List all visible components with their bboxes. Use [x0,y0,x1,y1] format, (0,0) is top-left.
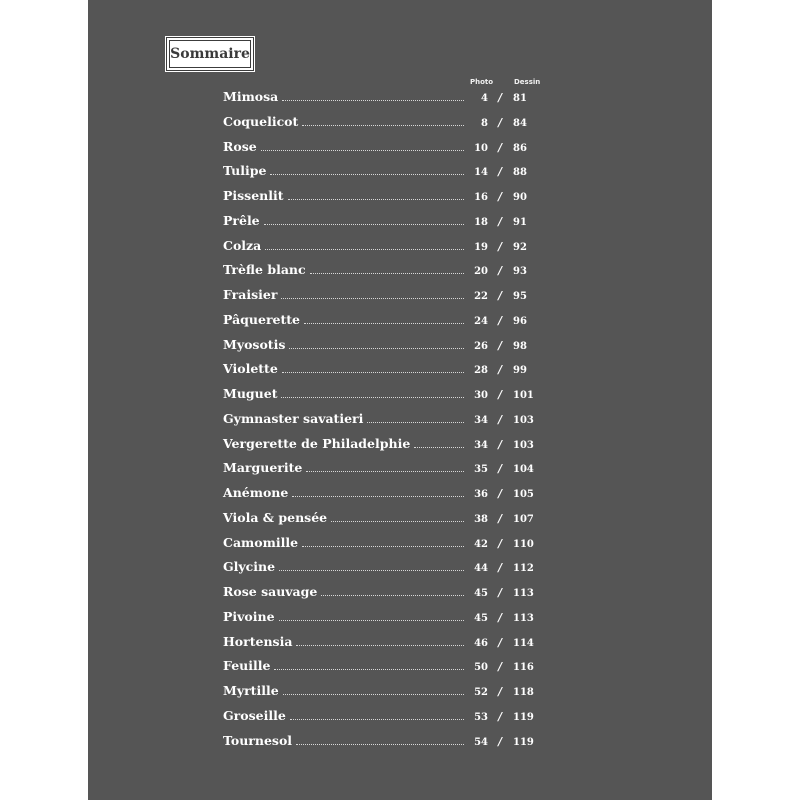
title-frame [166,37,254,71]
dot-leader [270,174,464,175]
toc-entry-photo-page: 53 [474,711,488,723]
toc-entry-photo-page: 20 [474,266,488,278]
toc-entry-name: Myrtille [223,683,279,698]
toc-entry-name: Pivoine [223,608,275,624]
toc-entry-dessin-page: 93 [513,266,527,278]
page-separator: / [497,313,503,327]
toc-entry-dessin-page: 113 [513,588,534,599]
toc-entry-photo-page: 46 [474,637,488,649]
page-separator: / [497,140,503,154]
toc-entry-dessin-page: 90 [513,192,527,203]
toc-entry-name: Anémone [223,485,289,500]
toc-entry [223,658,541,683]
page-separator: / [497,536,503,550]
toc-entry-dessin-page: 91 [513,216,527,228]
toc-entry [223,188,541,213]
page-separator: / [497,165,503,179]
page-separator: / [497,709,503,723]
toc-entry [223,460,541,485]
dot-leader [304,323,464,324]
toc-entry-dessin-page: 113 [513,612,534,624]
dot-leader [288,199,464,200]
page-separator: / [497,487,503,500]
page-separator: / [497,338,503,352]
toc-entry [223,114,541,139]
toc-entry-photo-page: 26 [474,340,488,352]
toc-entry-photo-page: 50 [474,662,488,674]
page-separator: / [497,734,503,748]
toc-entry-photo-page: 42 [474,538,488,550]
toc-entry-dessin-page: 119 [513,711,534,723]
toc-entry-photo-page: 19 [474,241,488,253]
page-separator: / [497,635,503,649]
page-separator: / [497,561,503,575]
toc-entry-name: Tournesol [223,732,293,748]
toc-entry-dessin-page: 118 [513,687,534,698]
photo-column-header: Photo [470,78,494,86]
toc-entry [223,535,541,560]
page-separator: / [497,363,503,377]
dessin-column-header: Dessin [514,78,541,86]
table-of-contents [223,89,541,757]
toc-entry-photo-page: 14 [474,167,488,179]
dot-leader [281,397,464,398]
toc-entry-name: Pissenlit [223,188,284,203]
page-separator: / [497,115,503,129]
toc-entry [223,683,541,708]
toc-entry-name: Trèfle blanc [223,262,306,278]
toc-entry [223,485,541,510]
toc-entry-dessin-page: 103 [513,414,534,426]
toc-entry-photo-page: 28 [474,365,488,377]
toc-entry-dessin-page: 101 [513,390,534,401]
toc-panel [88,0,712,800]
dot-leader [367,422,464,423]
toc-entry-dessin-page: 95 [513,291,527,302]
toc-entry [223,733,541,758]
toc-entry [223,213,541,238]
toc-entry-dessin-page: 86 [513,142,527,154]
toc-entry-photo-page: 18 [474,216,488,228]
toc-entry-name: Feuille [223,658,271,674]
dot-leader [279,620,464,621]
dot-leader [274,669,464,670]
toc-entry-photo-page: 45 [474,588,488,599]
dot-leader [292,496,464,497]
toc-entry [223,386,541,411]
dot-leader [306,471,464,472]
toc-entry [223,634,541,659]
toc-entry-dessin-page: 110 [513,538,534,550]
toc-entry-name: Groseille [223,707,286,723]
dot-leader [321,595,464,596]
page-separator: / [497,511,503,525]
toc-entry-name: Gymnaster savatieri [223,410,364,426]
toc-entry-dessin-page: 99 [513,365,527,377]
toc-entry-dessin-page: 107 [513,513,534,525]
left-page-margin [0,0,88,800]
toc-entry [223,609,541,634]
toc-entry [223,139,541,164]
toc-entry-dessin-page: 114 [513,637,534,649]
toc-entry-photo-page: 34 [474,439,488,451]
page-title: Sommaire [170,46,250,62]
toc-entry-photo-page: 10 [474,142,488,154]
toc-entry-dessin-page: 96 [513,315,527,327]
page-separator: / [497,190,503,203]
page-separator: / [497,685,503,698]
toc-entry-name: Marguerite [223,460,303,476]
dot-leader [302,546,464,547]
page-separator: / [497,91,503,104]
toc-entry-photo-page: 8 [481,117,488,129]
toc-entry-photo-page: 24 [474,315,488,327]
toc-entry-name: Hortensia [223,633,293,649]
toc-entry-photo-page: 44 [474,563,488,575]
toc-entry-name: Coquelicot [223,113,299,129]
dot-leader [265,249,464,250]
toc-entry-photo-page: 22 [474,291,488,302]
toc-entry [223,510,541,535]
toc-entry-name: Fraisier [223,287,278,302]
toc-entry-photo-page: 16 [474,192,488,203]
toc-entry-dessin-page: 112 [513,563,534,575]
dot-leader [283,694,464,695]
toc-entry [223,559,541,584]
dot-leader [281,298,464,299]
toc-entry [223,238,541,263]
dot-leader [282,100,464,101]
right-page-margin [712,0,800,800]
page-separator: / [497,214,503,228]
toc-entry-photo-page: 38 [474,513,488,525]
page-separator: / [497,239,503,253]
toc-entry-name: Viola & pensée [223,509,328,525]
page-separator: / [497,437,503,451]
dot-leader [296,645,464,646]
toc-entry [223,89,541,114]
dot-leader [289,348,464,349]
toc-entry-photo-page: 35 [474,464,488,476]
dot-leader [296,744,464,745]
toc-entry-photo-page: 34 [474,414,488,426]
toc-entry-dessin-page: 105 [513,489,534,500]
toc-entry-name: Camomille [223,534,299,550]
toc-entry-name: Pâquerette [223,311,300,327]
page-separator: / [497,462,503,476]
toc-entry [223,337,541,362]
dot-leader [279,570,464,571]
toc-entry-name: Muguet [223,386,278,401]
dot-leader [282,372,464,373]
page-separator: / [497,289,503,302]
toc-entry [223,584,541,609]
toc-entry [223,411,541,436]
toc-entry-photo-page: 36 [474,489,488,500]
toc-entry-dessin-page: 116 [513,662,534,674]
toc-entry-photo-page: 45 [474,612,488,624]
toc-entry-name: Mimosa [223,89,279,104]
toc-entry [223,436,541,461]
dot-leader [302,125,464,126]
toc-entry-name: Rose sauvage [223,584,318,599]
page-separator: / [497,388,503,401]
toc-entry-photo-page: 4 [481,93,488,104]
toc-entry [223,287,541,312]
toc-entry-name: Colza [223,237,262,253]
toc-entry-name: Tulipe [223,163,267,179]
page-separator: / [497,264,503,278]
dot-leader [331,521,464,522]
toc-entry-dessin-page: 84 [513,117,527,129]
dot-leader [310,273,464,274]
toc-entry-name: Violette [223,361,278,377]
toc-entry-photo-page: 52 [474,687,488,698]
dot-leader [414,447,464,448]
toc-entry-name: Myosotis [223,336,286,352]
toc-entry [223,163,541,188]
toc-entry-dessin-page: 103 [513,439,534,451]
toc-entry-name: Rose [223,138,257,154]
toc-entry [223,361,541,386]
page-separator: / [497,412,503,426]
toc-entry-photo-page: 54 [474,736,488,748]
toc-entry [223,262,541,287]
toc-entry-dessin-page: 98 [513,340,527,352]
dot-leader [261,150,464,151]
page-separator: / [497,660,503,674]
toc-entry-dessin-page: 88 [513,167,527,179]
toc-entry-name: Prêle [223,212,260,228]
toc-entry-dessin-page: 104 [513,464,534,476]
toc-entry-dessin-page: 81 [513,93,527,104]
page-separator: / [497,586,503,599]
toc-entry-name: Glycine [223,559,276,575]
toc-entry [223,708,541,733]
dot-leader [290,719,464,720]
toc-entry-name: Vergerette de Philadelphie [223,435,411,451]
page-separator: / [497,610,503,624]
dot-leader [264,224,464,225]
toc-entry-dessin-page: 92 [513,241,527,253]
toc-entry-photo-page: 30 [474,390,488,401]
toc-entry [223,312,541,337]
toc-entry-dessin-page: 119 [513,736,534,748]
